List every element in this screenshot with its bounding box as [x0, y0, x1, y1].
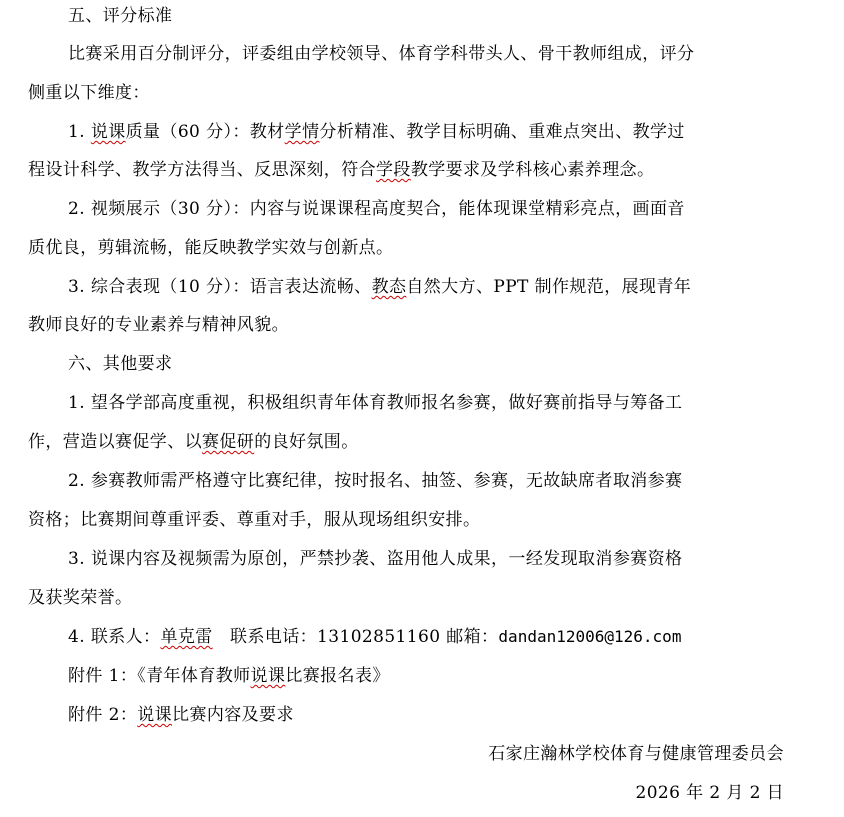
criterion-1: 1. 说课质量（60 分）：教材学情分析精准、教学目标明确、重难点突出、教学过: [68, 122, 685, 142]
spellcheck-word: 说课: [250, 666, 286, 686]
section-5-intro: 比赛采用百分制评分，评委组由学校领导、体育学科带头人、骨干教师组成，评分: [68, 44, 695, 64]
spellcheck-word: 教态: [371, 277, 407, 297]
attachment-2: 附件 2：说课比赛内容及要求: [68, 705, 294, 725]
attachment-1: 附件 1：《青年体育教师说课比赛报名表》: [68, 666, 390, 686]
section-5-intro-cont: 侧重以下维度：: [28, 83, 150, 103]
spellcheck-word: 学情: [284, 122, 320, 142]
spellcheck-word: 赛促研: [202, 432, 255, 452]
contact-name: 单克雷: [160, 627, 213, 647]
requirement-3: 3. 说课内容及视频需为原创，严禁抄袭、盗用他人成果，一经发现取消参赛资格: [68, 549, 683, 569]
requirement-1: 1. 望各学部高度重视，积极组织青年体育教师报名参赛，做好赛前指导与筹备工: [68, 393, 683, 413]
spellcheck-word: 说课: [90, 122, 126, 142]
requirement-1-cont: 作，营造以赛促学、以赛促研的良好氛围。: [28, 432, 359, 452]
section-6-heading: 六、其他要求: [68, 354, 173, 374]
section-5-heading: 五、评分标准: [68, 6, 173, 26]
criterion-2: 2. 视频展示（30 分）：内容与说课课程高度契合，能体现课堂精彩亮点，画面音: [68, 199, 685, 219]
criterion-2-cont: 质优良，剪辑流畅，能反映教学实效与创新点。: [28, 238, 394, 258]
requirement-3-cont: 及获奖荣誉。: [28, 588, 133, 608]
criterion-1-cont: 程设计科学、教学方法得当、反思深刻，符合学段教学要求及学科核心素养理念。: [28, 160, 655, 180]
requirement-2: 2. 参赛教师需严格遵守比赛纪律，按时报名、抽签、参赛，无故缺席者取消参赛: [68, 471, 683, 491]
criterion-3: 3. 综合表现（10 分）：语言表达流畅、教态自然大方、PPT 制作规范，展现青年: [68, 277, 692, 297]
spellcheck-word: 学段: [376, 160, 411, 180]
signature-date: 2026 年 2 月 2 日: [635, 783, 784, 803]
contact-email: dandan12006@126.com: [498, 627, 682, 646]
contact-line: 4. 联系人：单克雷 联系电话：13102851160 邮箱：dandan12006@126.com: [68, 627, 682, 647]
criterion-3-cont: 教师良好的专业素养与精神风貌。: [28, 315, 289, 335]
spellcheck-word: 说课: [137, 705, 173, 725]
requirement-2-cont: 资格；比赛期间尊重评委、尊重对手，服从现场组织安排。: [28, 510, 481, 530]
signature-org: 石家庄瀚林学校体育与健康管理委员会: [488, 744, 784, 764]
